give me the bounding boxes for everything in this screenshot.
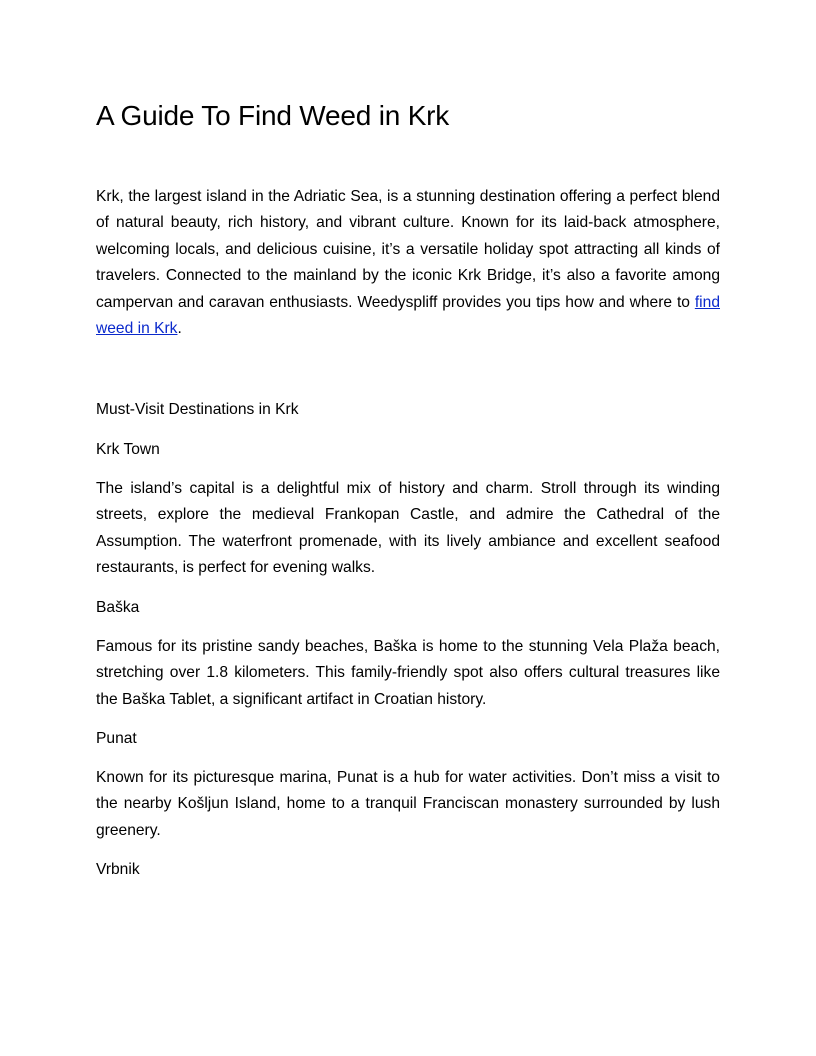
intro-text-end: . [177,320,182,338]
intro-paragraph [96,184,720,342]
find-weed-link[interactable]: find weed in Krk [96,293,720,338]
destination-heading-vrbnik: Vrbnik [96,861,140,878]
document-page [96,0,720,1056]
destination-heading-punat: Punat [96,730,137,747]
destination-description-baska: Famous for its pristine sandy beaches, Baška is home to the stunning Vela Plaža beach, stretching over 1.8 kilometers. This family-friendly spot also offers cultural treasures like the Baška Tablet, a significant artifact in Croatian history. [96,638,720,708]
destination-description-punat: Known for its picturesque marina, Punat is a hub for water activities. Don’t miss a visit to the nearby Košljun Island, home to a tranquil Franciscan monastery surrounded by lush greenery. [96,769,720,839]
destination-heading-baska: Baška [96,599,140,616]
section-heading: Must-Visit Destinations in Krk [96,401,299,418]
destination-heading-krk-town: Krk Town [96,441,160,458]
destination-description-krk-town: The island’s capital is a delightful mix of history and charm. Stroll through its winding streets, explore the medieval Frankopan Castle, and admire the Cathedral of the Assumption. The waterfront promenade, with its lively ambiance and excellent seafood restaurants, is perfect for evening walks. [96,480,720,577]
page-title: A Guide To Find Weed in Krk [96,100,450,131]
intro-text: Krk, the largest island in the Adriatic Sea, is a stunning destination offering a perfect blend of natural beauty, rich history, and vibrant culture. Known for its laid-back atmosphere, welcoming locals, and delicious cuisine, it’s a versatile holiday spot attracting all kinds of travelers. Connected to the mainland by the iconic Krk Bridge, it’s also a favorite among campervan and caravan enthusiasts. Weedyspliff provides you tips how and where to [96,188,720,311]
